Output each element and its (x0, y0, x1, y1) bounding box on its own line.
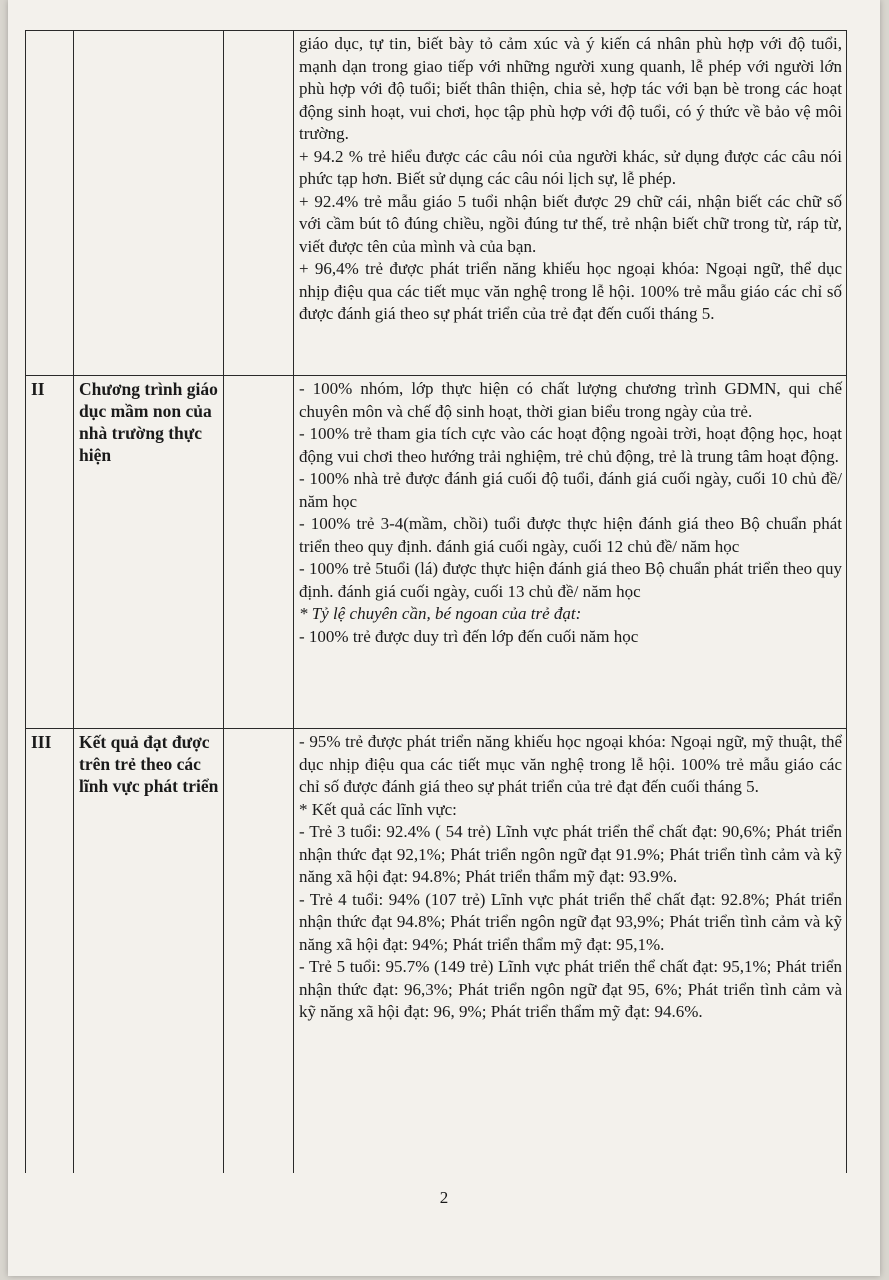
row-category: Chương trình giáo dục mầm non của nhà trường thực hiện (74, 376, 224, 729)
paragraph: - 100% trẻ tham gia tích cực vào các hoạt động ngoài trời, hoạt động học, hoạt động vui chơi theo hướng trải nghiệm, trẻ chủ động, trẻ là trung tâm hoạt động. (299, 424, 842, 466)
paragraph: - 100% trẻ 5tuổi (lá) được thực hiện đánh giá theo Bộ chuẩn phát triển theo quy định. đánh giá cuối ngày, cuối 13 chủ đề/ năm học (299, 559, 842, 601)
blank-cell (224, 729, 294, 1174)
paragraph: - 100% nhà trẻ được đánh giá cuối độ tuổi, đánh giá cuối ngày, cuối 10 chủ đề/ năm học (299, 469, 842, 511)
paragraph: + 94.2 % trẻ hiểu được các câu nói của người khác, sử dụng được các câu nói phức tạp hơn. Biết sử dụng các câu nói lịch sự, lễ phép. (299, 146, 842, 188)
paragraph: - 100% trẻ 3-4(mầm, chồi) tuổi được thực hiện đánh giá theo Bộ chuẩn phát triển theo quy định. đánh giá cuối ngày, cuối 12 chủ đề/ năm học (299, 514, 842, 556)
paragraph: - 100% nhóm, lớp thực hiện có chất lượng chương trình GDMN, qui chế chuyên môn và chế độ sinh hoạt, thời gian biểu trong ngày của trẻ. (299, 379, 842, 421)
page-number: 2 (439, 1188, 449, 1207)
table-row (26, 729, 847, 1174)
row-number (26, 31, 74, 376)
row-content (294, 729, 847, 1174)
blank-cell (224, 31, 294, 376)
italic-note: * Tỷ lệ chuyên cần, bé ngoan của trẻ đạt: (299, 604, 582, 623)
paragraph: - Trẻ 5 tuổi: 95.7% (149 trẻ) Lĩnh vực phát triển thể chất đạt: 95,1%; Phát triển nhận thức đạt: 96,3%; Phát triển ngôn ngữ đạt 95, 6%; Phát triển tình cảm và kỹ năng xã hội đạt: 96, 9%; Phát triển thẩm mỹ đạt: 94.6%. (299, 957, 842, 1021)
document-page (8, 0, 880, 1276)
paragraph: giáo dục, tự tin, biết bày tỏ cảm xúc và ý kiến cá nhân phù hợp với độ tuổi, mạnh dạn trong giao tiếp với những người xung quanh, lễ phép với người lớn phù hợp với độ tuổi; biết thân thiện, chia sẻ, hợp tác với bạn bè trong các hoạt động sinh hoạt, vui chơi, học tập phù hợp với độ tuổi, có ý thức về bảo vệ môi trường. (299, 34, 842, 143)
row-content (294, 31, 847, 376)
table-row (26, 31, 847, 376)
paragraph: + 92.4% trẻ mẫu giáo 5 tuổi nhận biết được 29 chữ cái, nhận biết các chữ số với cầm bút tô đúng chiều, ngồi đúng tư thế, trẻ nhận biết chữ trong từ, ráp từ, viết được tên của mình và của bạn. (299, 191, 842, 256)
paragraph: + 96,4% trẻ được phát triển năng khiếu học ngoại khóa: Ngoại ngữ, thể dục nhịp điệu qua các tiết mục văn nghệ trong lễ hội. 100% trẻ mẫu giáo các chỉ số được đánh giá theo sự phát triển của trẻ đạt đến cuối tháng 5. (299, 259, 842, 323)
paragraph: - Trẻ 3 tuổi: 92.4% ( 54 trẻ) Lĩnh vực phát triển thể chất đạt: 90,6%; Phát triển nhận thức đạt 92,1%; Phát triển ngôn ngữ đạt 91.9%; Phát triển tình cảm và kỹ năng xã hội đạt: 94.8%; Phát triển thẩm mỹ đạt: 93.9%. (299, 822, 842, 886)
paragraph: - Trẻ 4 tuổi: 94% (107 trẻ) Lĩnh vực phát triển thể chất đạt: 92.8%; Phát triển nhận thức đạt 94.8%; Phát triển ngôn ngữ đạt 93,9%; Phát triển tình cảm và kỹ năng xã hội đạt: 94%; Phát triển thẩm mỹ đạt: 95,1%. (299, 889, 842, 954)
paragraph: - 100% trẻ được duy trì đến lớp đến cuối năm học (299, 626, 639, 646)
table-row (26, 376, 847, 729)
row-category: Kết quả đạt được trên trẻ theo các lĩnh vực phát triển (74, 729, 224, 1174)
row-category (74, 31, 224, 376)
results-table (25, 30, 847, 1173)
row-number: II (26, 376, 74, 729)
paragraph: * Kết quả các lĩnh vực: (299, 799, 457, 819)
paragraph: - 95% trẻ được phát triển năng khiếu học ngoại khóa: Ngoại ngữ, mỹ thuật, thể dục nhịp điệu qua các tiết mục văn nghệ trong lễ hội. 100% trẻ mẫu giáo các chỉ số được đánh giá theo sự phát triển của trẻ đạt đến cuối tháng 5. (299, 732, 842, 796)
row-content (294, 376, 847, 729)
row-number: III (26, 729, 74, 1174)
blank-cell (224, 376, 294, 729)
